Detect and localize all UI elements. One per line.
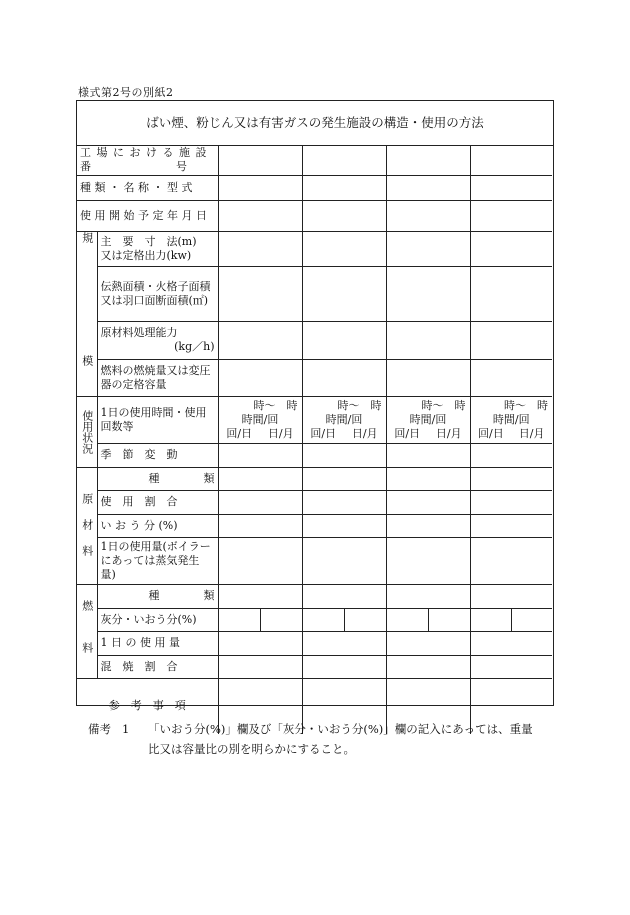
cell-input[interactable] bbox=[386, 514, 470, 537]
schedule-cell-2[interactable] bbox=[302, 396, 386, 443]
cell-input[interactable] bbox=[302, 175, 386, 200]
schedule-per-month: 日/月 bbox=[435, 426, 462, 440]
cell-input[interactable] bbox=[470, 231, 552, 267]
label-capacity-unit: (kg／h) bbox=[174, 340, 215, 354]
cell-input[interactable] bbox=[302, 467, 386, 490]
cell-input[interactable] bbox=[386, 443, 470, 467]
cell-input-ash[interactable] bbox=[219, 609, 260, 631]
row-capacity bbox=[77, 321, 552, 359]
cell-input-ash[interactable] bbox=[471, 609, 511, 631]
cell-input[interactable] bbox=[302, 443, 386, 467]
cell-input[interactable] bbox=[218, 145, 302, 175]
row-raw-ratio bbox=[77, 490, 552, 514]
schedule-cell-1[interactable] bbox=[218, 396, 302, 443]
group-usage bbox=[77, 396, 97, 467]
row-start-date bbox=[77, 200, 552, 231]
cell-input[interactable] bbox=[386, 584, 470, 608]
cell-split[interactable] bbox=[302, 608, 386, 631]
cell-input[interactable] bbox=[470, 490, 552, 514]
cell-input[interactable] bbox=[218, 359, 302, 396]
cell-input[interactable] bbox=[218, 584, 302, 608]
cell-input[interactable] bbox=[218, 267, 302, 322]
cell-input[interactable] bbox=[386, 200, 470, 231]
cell-input[interactable] bbox=[302, 231, 386, 267]
cell-input[interactable] bbox=[470, 443, 552, 467]
cell-input[interactable] bbox=[386, 537, 470, 584]
label-fuel-kind: 種 類 bbox=[97, 584, 218, 608]
cell-input[interactable] bbox=[470, 514, 552, 537]
label-dims-unit: 又は定格出力(kw) bbox=[100, 248, 192, 262]
cell-input[interactable] bbox=[386, 321, 470, 359]
cell-input[interactable] bbox=[470, 200, 552, 231]
label-seasonal: 季 節 変 動 bbox=[97, 443, 218, 467]
cell-split[interactable] bbox=[386, 608, 470, 631]
label-dims bbox=[97, 231, 218, 267]
cell-input[interactable] bbox=[218, 467, 302, 490]
form-title: ばい煙、粉じん又は有害ガスの発生施設の構造・使用の方法 bbox=[77, 101, 553, 146]
schedule-per-month: 日/月 bbox=[267, 426, 294, 440]
cell-input[interactable] bbox=[470, 631, 552, 655]
row-heat bbox=[77, 267, 552, 322]
label-raw-kind: 種 類 bbox=[97, 467, 218, 490]
cell-input-sulfur[interactable] bbox=[511, 609, 552, 631]
schedule-hours: 時～ 時 bbox=[253, 398, 298, 412]
row-raw-sulfur bbox=[77, 514, 552, 537]
cell-input[interactable] bbox=[302, 631, 386, 655]
row-facility-no bbox=[77, 145, 552, 175]
cell-input[interactable] bbox=[218, 655, 302, 678]
cell-input-ash[interactable] bbox=[303, 609, 344, 631]
row-seasonal bbox=[77, 443, 552, 467]
label-fuel-daily: 1 日 の 使 用 量 bbox=[97, 631, 218, 655]
label-daily-time: 1日の使用時間・使用回数等 bbox=[97, 396, 218, 443]
label-raw-daily: 1日の使用量(ボイラーにあっては蒸気発生量) bbox=[97, 537, 218, 584]
spec-grid bbox=[77, 145, 552, 734]
cell-input[interactable] bbox=[470, 175, 552, 200]
row-dims bbox=[77, 231, 552, 267]
schedule-per-time: 時間/回 bbox=[492, 412, 530, 426]
schedule-per-time: 時間/回 bbox=[409, 412, 447, 426]
label-dims-main: 主 要 寸 法(m) bbox=[100, 234, 197, 248]
label-heat: 伝熱面積・火格子面積又は羽口面断面積(㎡) bbox=[97, 267, 218, 322]
cell-input-sulfur[interactable] bbox=[344, 609, 386, 631]
group-size-label: 規 模 bbox=[80, 231, 94, 396]
group-fuel-label: 燃 料 bbox=[80, 599, 94, 663]
row-fuel-mix bbox=[77, 655, 552, 678]
cell-input[interactable] bbox=[218, 443, 302, 467]
notes-head: 備考 bbox=[88, 722, 111, 736]
form-id: 様式第2号の別紙2 bbox=[78, 86, 174, 99]
cell-input[interactable] bbox=[386, 467, 470, 490]
cell-input[interactable] bbox=[470, 584, 552, 608]
row-fuel-daily bbox=[77, 631, 552, 655]
cell-input[interactable] bbox=[302, 514, 386, 537]
row-fuel-kind bbox=[77, 584, 552, 608]
label-capacity-main: 原材料処理能力 bbox=[100, 326, 178, 340]
cell-input[interactable] bbox=[302, 145, 386, 175]
schedule-per-day: 回/日 bbox=[310, 426, 337, 440]
row-raw-daily bbox=[77, 537, 552, 584]
label-capacity bbox=[97, 321, 218, 359]
label-fuel-ash: 灰分・いおう分(%) bbox=[97, 608, 218, 631]
cell-input[interactable] bbox=[218, 631, 302, 655]
schedule-per-day: 回/日 bbox=[478, 426, 504, 440]
notes-line-2: 比又は容量比の別を明らかにすること。 bbox=[148, 742, 355, 756]
cell-input[interactable] bbox=[470, 145, 552, 175]
cell-input[interactable] bbox=[470, 267, 552, 322]
cell-input[interactable] bbox=[470, 655, 552, 678]
schedule-hours: 時～ 時 bbox=[504, 398, 549, 412]
cell-split[interactable] bbox=[470, 608, 552, 631]
group-size bbox=[77, 231, 97, 396]
cell-split[interactable] bbox=[218, 608, 302, 631]
schedule-cell-3[interactable] bbox=[386, 396, 470, 443]
group-fuel bbox=[77, 584, 97, 678]
cell-input[interactable] bbox=[218, 490, 302, 514]
schedule-per-month: 日/月 bbox=[351, 426, 378, 440]
cell-input[interactable] bbox=[218, 514, 302, 537]
cell-input[interactable] bbox=[470, 321, 552, 359]
cell-input[interactable] bbox=[386, 175, 470, 200]
row-daily-time bbox=[77, 396, 552, 443]
cell-input[interactable] bbox=[470, 467, 552, 490]
cell-input[interactable] bbox=[386, 231, 470, 267]
label-type: 種 類 ・ 名 称 ・ 型 式 bbox=[77, 175, 218, 200]
group-raw-label: 原 材 料 bbox=[80, 493, 94, 558]
cell-input[interactable] bbox=[218, 537, 302, 584]
row-type bbox=[77, 175, 552, 200]
label-raw-ratio: 使 用 割 合 bbox=[97, 490, 218, 514]
cell-input[interactable] bbox=[386, 631, 470, 655]
label-remarks: 参 考 事 項 bbox=[77, 678, 218, 734]
cell-input[interactable] bbox=[386, 267, 470, 322]
notes-number: 1 bbox=[122, 722, 130, 736]
cell-input[interactable] bbox=[302, 321, 386, 359]
schedule-cell-4[interactable] bbox=[470, 396, 552, 443]
label-facility-no: 工 場 に お け る 施 設 番 号 bbox=[77, 145, 218, 175]
cell-input[interactable] bbox=[302, 200, 386, 231]
label-fuel-mix: 混 焼 割 合 bbox=[97, 655, 218, 678]
schedule-per-time: 時間/回 bbox=[325, 412, 363, 426]
cell-input-sulfur[interactable] bbox=[260, 609, 302, 631]
cell-input[interactable] bbox=[218, 175, 302, 200]
cell-input[interactable] bbox=[386, 145, 470, 175]
label-fuel-burn: 燃料の燃焼量又は変圧器の定格容量 bbox=[97, 359, 218, 396]
schedule-hours: 時～ 時 bbox=[421, 398, 466, 412]
row-raw-kind bbox=[77, 467, 552, 490]
schedule-hours: 時～ 時 bbox=[337, 398, 382, 412]
cell-input[interactable] bbox=[218, 321, 302, 359]
cell-input[interactable] bbox=[302, 267, 386, 322]
cell-input[interactable] bbox=[470, 359, 552, 396]
form-table bbox=[76, 100, 554, 713]
row-fuel-burn bbox=[77, 359, 552, 396]
cell-input[interactable] bbox=[386, 655, 470, 678]
cell-input[interactable] bbox=[386, 490, 470, 514]
cell-input[interactable] bbox=[302, 584, 386, 608]
cell-input-sulfur[interactable] bbox=[428, 609, 470, 631]
group-usage-label: 使用状況 bbox=[80, 409, 94, 454]
cell-input-ash[interactable] bbox=[387, 609, 428, 631]
schedule-per-month: 日/月 bbox=[518, 426, 545, 440]
notes bbox=[88, 719, 558, 759]
schedule-per-time: 時間/回 bbox=[241, 412, 279, 426]
cell-input[interactable] bbox=[302, 359, 386, 396]
cell-input[interactable] bbox=[386, 359, 470, 396]
cell-input[interactable] bbox=[302, 537, 386, 584]
cell-input[interactable] bbox=[302, 655, 386, 678]
label-start-date: 使 用 開 始 予 定 年 月 日 bbox=[77, 200, 218, 231]
schedule-per-day: 回/日 bbox=[394, 426, 421, 440]
cell-input[interactable] bbox=[218, 200, 302, 231]
schedule-per-day: 回/日 bbox=[226, 426, 253, 440]
cell-input[interactable] bbox=[470, 537, 552, 584]
label-raw-sulfur: い お う 分 (%) bbox=[97, 514, 218, 537]
cell-input[interactable] bbox=[218, 231, 302, 267]
cell-input[interactable] bbox=[302, 490, 386, 514]
row-fuel-ash bbox=[77, 608, 552, 631]
group-raw bbox=[77, 467, 97, 584]
notes-line-1: 「いおう分(%)」欄及び「灰分・いおう分(%)」欄の記入にあっては、重量 bbox=[148, 722, 533, 736]
